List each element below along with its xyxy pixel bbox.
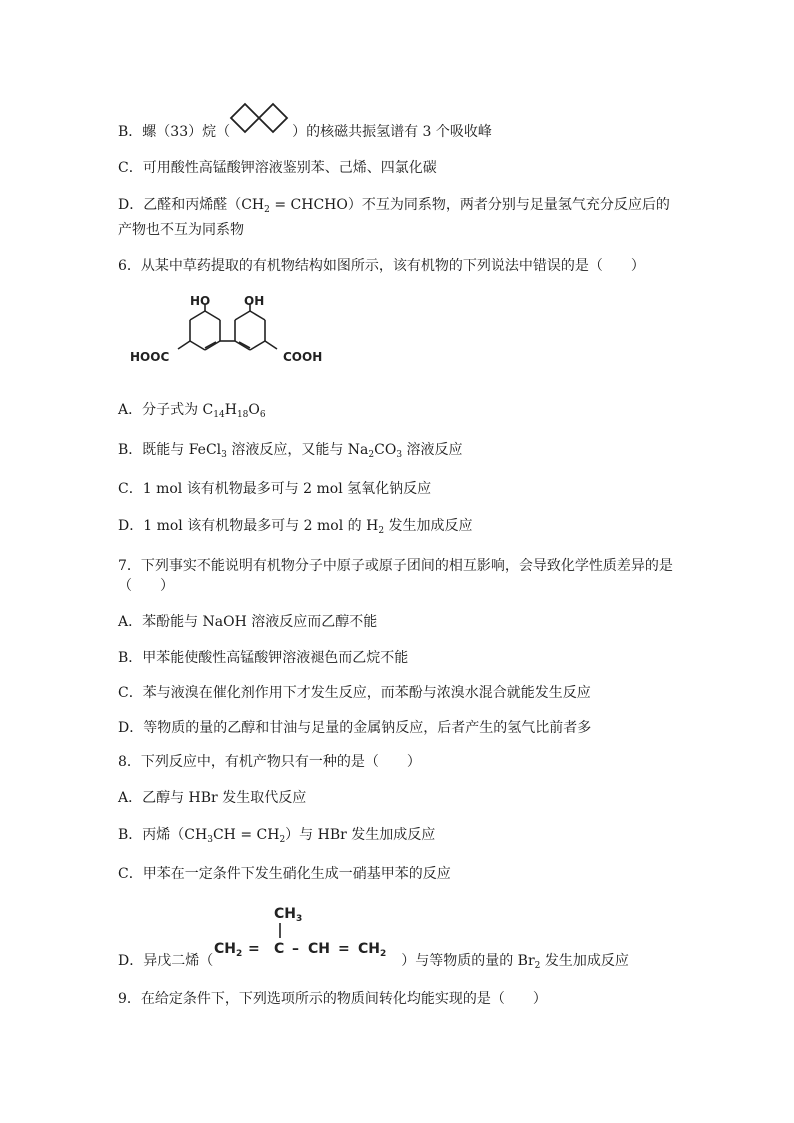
q8-stem: 8．下列反应中，有机产物只有一种的是（ ） (118, 754, 421, 770)
q6-option-b: B．既能与 FeCl$_3$ 溶液反应，又能与 $Na_2CO_3$ 溶液反应 (118, 442, 463, 460)
isoprene-ch2-right: $CH_2$ (358, 941, 387, 959)
q5-option-b-after: ）的核磁共振氢谱有 3 个吸收峰 (292, 124, 492, 140)
ch3-label: $CH_3$ (274, 906, 303, 924)
q6-stem: 6．从某中草药提取的有机物结构如图所示，该有机物的下列说法中错误的是（ ） (118, 258, 645, 274)
q7-stem: 7．下列事实不能说明有机物分子中原子或原子团间的相互影响，会导致化学性质差异的是 (118, 558, 673, 574)
q8-option-b: B．丙烯$(CH_3CH = CH_2)$与 HBr 发生加成反应 (118, 827, 436, 845)
q7-stem-paren: （ ） (118, 578, 174, 594)
q6-structure (128, 293, 338, 373)
q7-option-b: B．甲苯能使酸性高锰酸钾溶液褪色而乙烷不能 (118, 650, 409, 666)
q7-option-a: A．苯酚能与 NaOH 溶液反应而乙醇不能 (118, 614, 378, 630)
q7-option-c: C．苯与液溴在催化剂作用下才发生反应，而苯酚与浓溴水混合就能发生反应 (118, 685, 591, 701)
isoprene-structure (212, 898, 398, 968)
q8-option-d: D．异戊二烯（ ）与等物质的量的 $Br_2$ 发生加成反应 (118, 953, 629, 971)
isoprene-ch: CH (308, 941, 330, 957)
spiro-structure (229, 100, 291, 136)
q8-option-a: A．乙醇与 HBr 发生取代反应 (118, 790, 307, 806)
cooh-right-label: COOH (283, 350, 323, 364)
q5-option-b (118, 123, 678, 141)
oh-right-label: OH (244, 294, 265, 308)
q5-option-b-before: B．螺（33）烷（ (118, 124, 231, 140)
svg-text:=: = (338, 941, 350, 957)
q9-stem: 9．在给定条件下，下列选项所示的物质间转化均能实现的是（ ） (118, 991, 547, 1007)
svg-text:=: = (248, 941, 260, 957)
q5-option-c: C．可用酸性高锰酸钾溶液鉴别苯、己烯、四氯化碳 (118, 160, 437, 176)
q6-option-c: C．1 mol 该有机物最多可与 2 mol 氢氧化钠反应 (118, 481, 432, 497)
q6-option-a: A．分子式为 $C_{14}H_{18}O_6$ (118, 402, 266, 420)
q5-option-d-line2: 产物也不互为同系物 (118, 222, 244, 238)
isoprene-c: C (274, 941, 285, 957)
q5-option-d: D．乙醛和丙烯醛（$CH_2$ = CHCHO）不互为同系物，两者分别与足量氢气充分反应后的 (118, 197, 670, 215)
isoprene-ch2-left: $CH_2$ (214, 941, 243, 959)
oh-left-label: HO (190, 294, 211, 308)
cooh-left-label: HOOC (130, 350, 170, 364)
q8-option-c: C．甲苯在一定条件下发生硝化生成一硝基甲苯的反应 (118, 866, 451, 882)
q7-option-d: D．等物质的量的乙醇和甘油与足量的金属钠反应，后者产生的氢气比前者多 (118, 720, 592, 736)
q6-option-d: D．1 mol 该有机物最多可与 2 mol 的 $H_2$ 发生加成反应 (118, 518, 473, 536)
svg-text:–: – (292, 941, 299, 957)
